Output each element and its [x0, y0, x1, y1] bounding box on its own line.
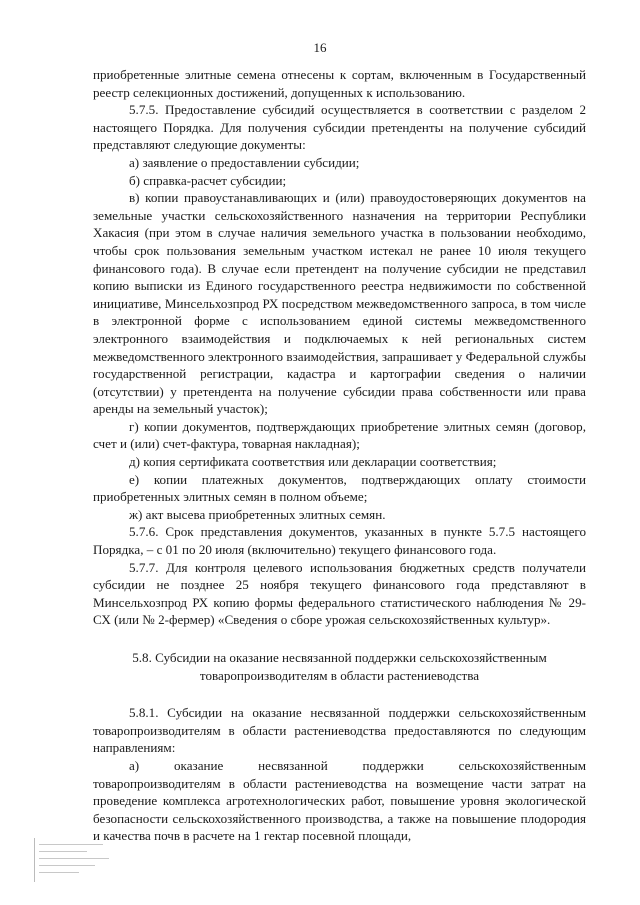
document-body [93, 66, 586, 845]
paragraph-5-8-1: 5.8.1. Субсидии на оказание несвязанной поддержки сельскохозяйственным товаропроизводителям в области растениеводства предоставляются по следующим направлениям: [93, 705, 586, 756]
list-item-b: б) справка-расчет субсидии; [129, 172, 287, 188]
section-heading-5-8: 5.8. Субсидии на оказание несвязанной поддержки сельскохозяйственным товаропроизводителям в области растениеводства [132, 650, 547, 683]
list-item-zh: ж) акт высева приобретенных элитных семян. [129, 506, 386, 522]
list-item-v: в) копии правоустанавливающих и (или) правоудостоверяющих документов на земельные участки сельскохозяйственного назначения на территории Республики Хакасия (при этом в случае наличия земельного участка в пользовании необходимо, чтобы срок пользования земельным участком истекал не ранее 10 июля текущего финансового года). В случае если претендент на получение субсидии не представил копию выписки из Единого государственного реестра недвижимости по собственной инициативе, Минсельхозпрод РХ посредством межведомственного запроса, в том числе в электронной форме с использованием единой системы межведомственного электронного взаимодействия и подключаемых к ней региональных систем межведомственного электронного взаимодействия, запрашивает у Федеральной службы государственной регистрации, кадастра и картографии сведения о наличии (отсутствии) у претендента на получение субсидии права собственности или права аренды на земельный участок); [93, 190, 586, 417]
list-item-e: е) копии платежных документов, подтверждающих оплату стоимости приобретенных элитных семян в полном объеме; [93, 471, 586, 505]
paragraph-5-7-5: 5.7.5. Предоставление субсидий осуществляется в соответствии с разделом 2 настоящего Порядка. Для получения субсидии претенденты на получение субсидий представляют следующие документы: [93, 102, 586, 153]
page-number: 16 [313, 40, 327, 55]
paragraph-5-7-7: 5.7.7. Для контроля целевого использования бюджетных средств получатели субсидии не позднее 25 ноября текущего финансового года представляют в Минсельхозпрод РХ копию формы федерального статистического наблюдения № 29-СХ (или № 2-фермер) «Сведения о сборе урожая сельскохозяйственных культур». [93, 559, 586, 628]
list-item-5-8-1-a: а) оказание несвязанной поддержки сельскохозяйственным товаропроизводителям в области растениеводства на возмещение части затрат на проведение комплекса агротехнологических работ, повышение уровня экологической безопасности сельскохозяйственного производства, а также на повышение плодородия и качества почв в расчете на 1 гектар посевной площади, [93, 757, 586, 844]
list-item-d: д) копия сертификата соответствия или декларации соответствия; [129, 454, 497, 470]
paragraph-continuation: приобретенные элитные семена отнесены к сортам, включенным в Государственный реестр селекционных достижений, допущенных к использованию. [93, 67, 586, 100]
list-item-a: а) заявление о предоставлении субсидии; [129, 154, 360, 170]
list-item-g: г) копии документов, подтверждающих приобретение элитных семян (договор, счет и (или) счет-фактура, товарная накладная); [93, 418, 586, 452]
paragraph-5-7-6: 5.7.6. Срок представления документов, указанных в пункте 5.7.5 настоящего Порядка, – с 01 по 20 июля (включительно) текущего финансового года. [93, 524, 586, 558]
registration-stamp [34, 838, 115, 882]
